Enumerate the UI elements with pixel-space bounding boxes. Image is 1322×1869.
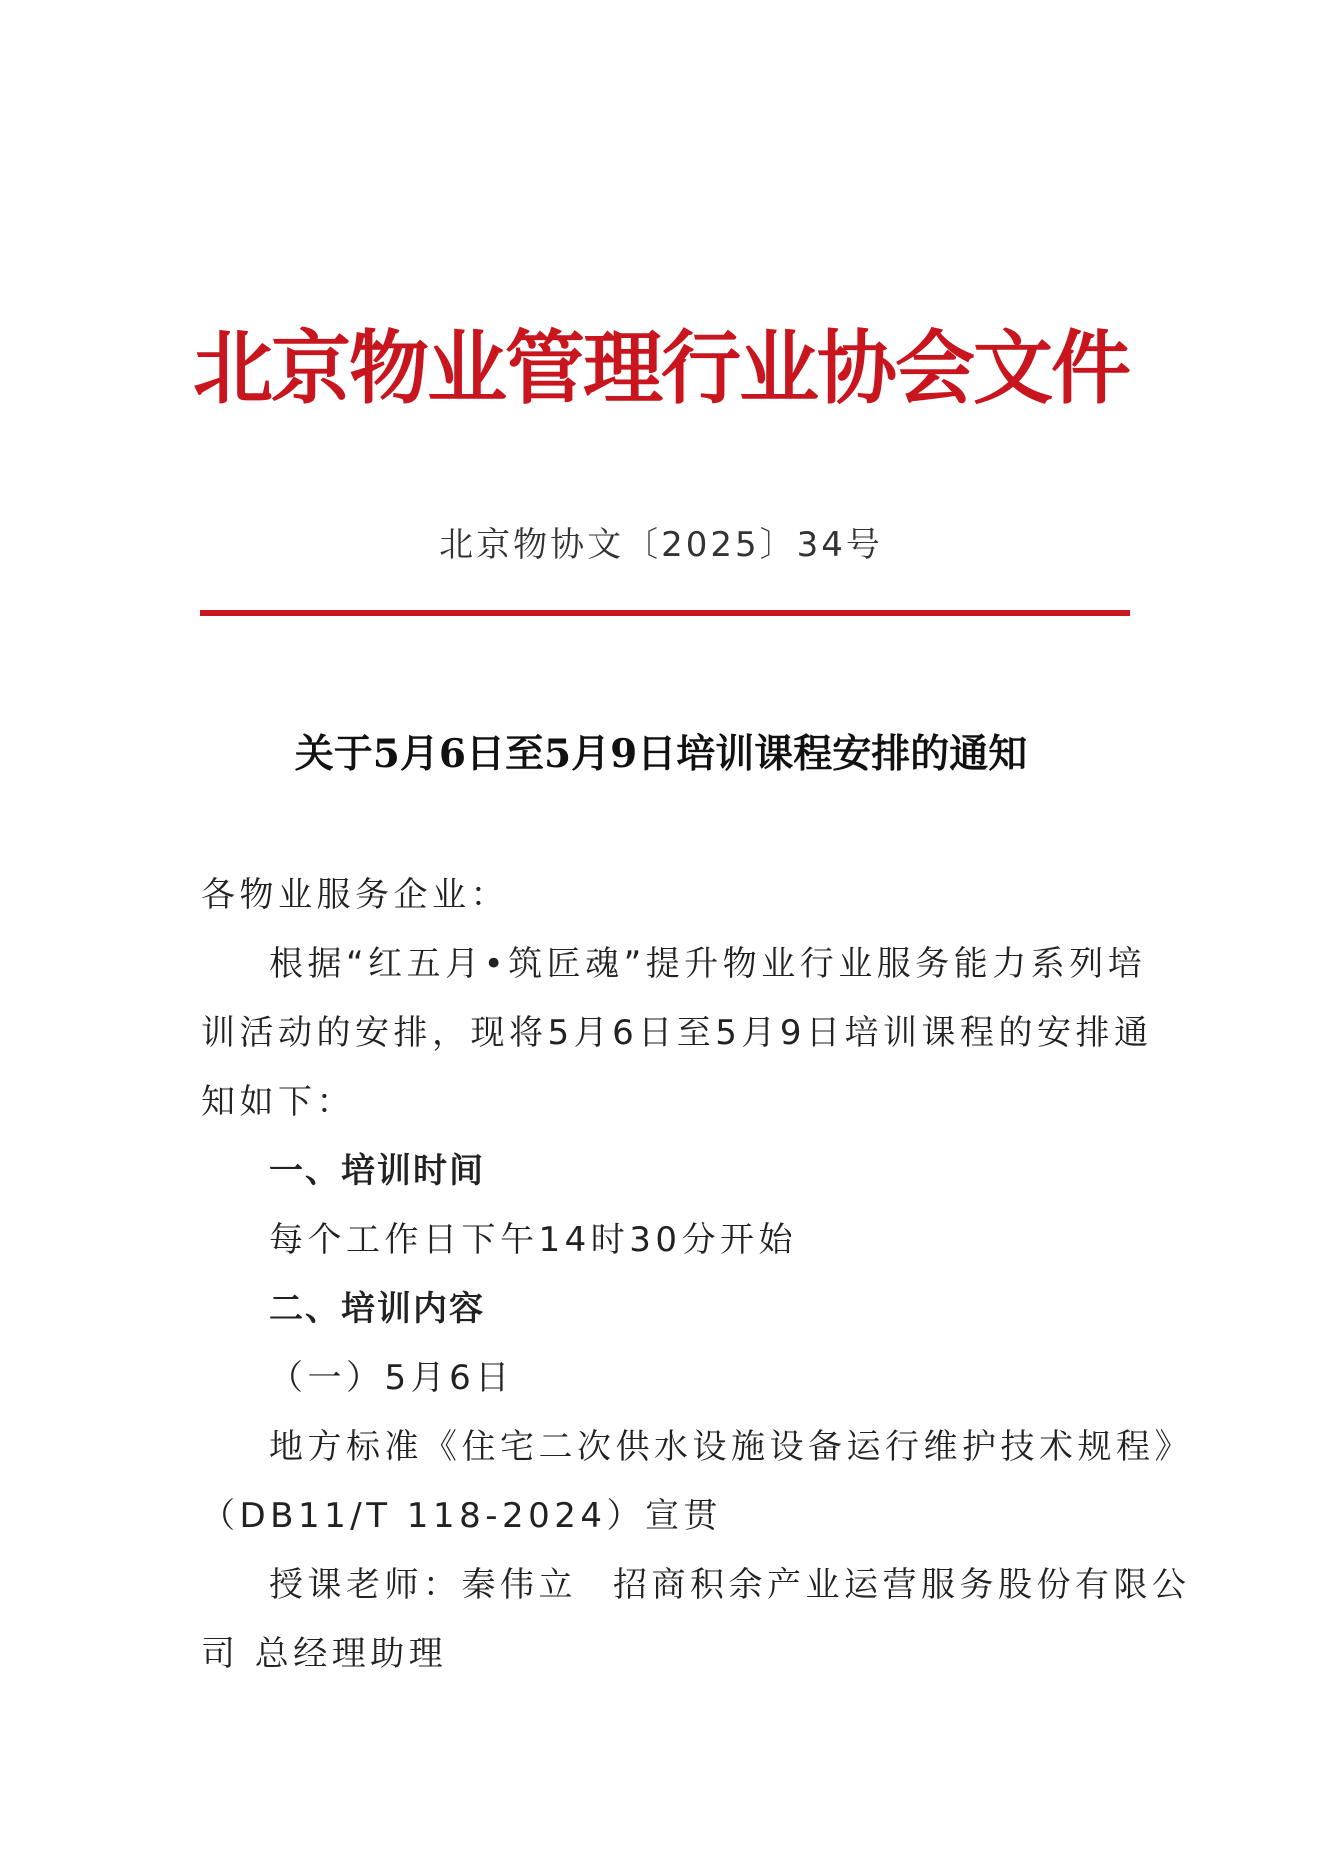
document-header-title: 北京物业管理行业协会文件 (193, 321, 1129, 415)
teacher-title-line: 司 总经理助理 (201, 1634, 448, 1674)
intro-line: 训活动的安排，现将5月6日至5月9日培训课程的安排通 (201, 1013, 1153, 1053)
notice-title: 关于5月6日至5月9日培训课程安排的通知 (294, 731, 1028, 777)
header-divider (200, 610, 1130, 616)
teacher-line (269, 1557, 1191, 1613)
document-number: 北京物协文〔2025〕34号 (439, 525, 883, 565)
subsection-heading-may6: （一）5月6日 (269, 1358, 514, 1398)
teacher-organization: 招商积余产业运营服务股份有限公 (613, 1565, 1191, 1605)
intro-line: 知如下： (201, 1082, 355, 1122)
salutation: 各物业服务企业： (201, 875, 509, 915)
course-title-line: 地方标准《住宅二次供水设施设备运行维护技术规程》 (269, 1427, 1193, 1467)
intro-line: 根据“红五月•筑匠魂”提升物业行业服务能力系列培 (269, 944, 1147, 984)
course-title-line: （DB11/T 118-2024）宣贯 (201, 1496, 722, 1536)
training-time-text: 每个工作日下午14时30分开始 (269, 1220, 798, 1260)
section-heading-time: 一、培训时间 (269, 1151, 485, 1191)
section-heading-content: 二、培训内容 (269, 1289, 485, 1329)
teacher-name: 授课老师：秦伟立 (269, 1565, 577, 1605)
